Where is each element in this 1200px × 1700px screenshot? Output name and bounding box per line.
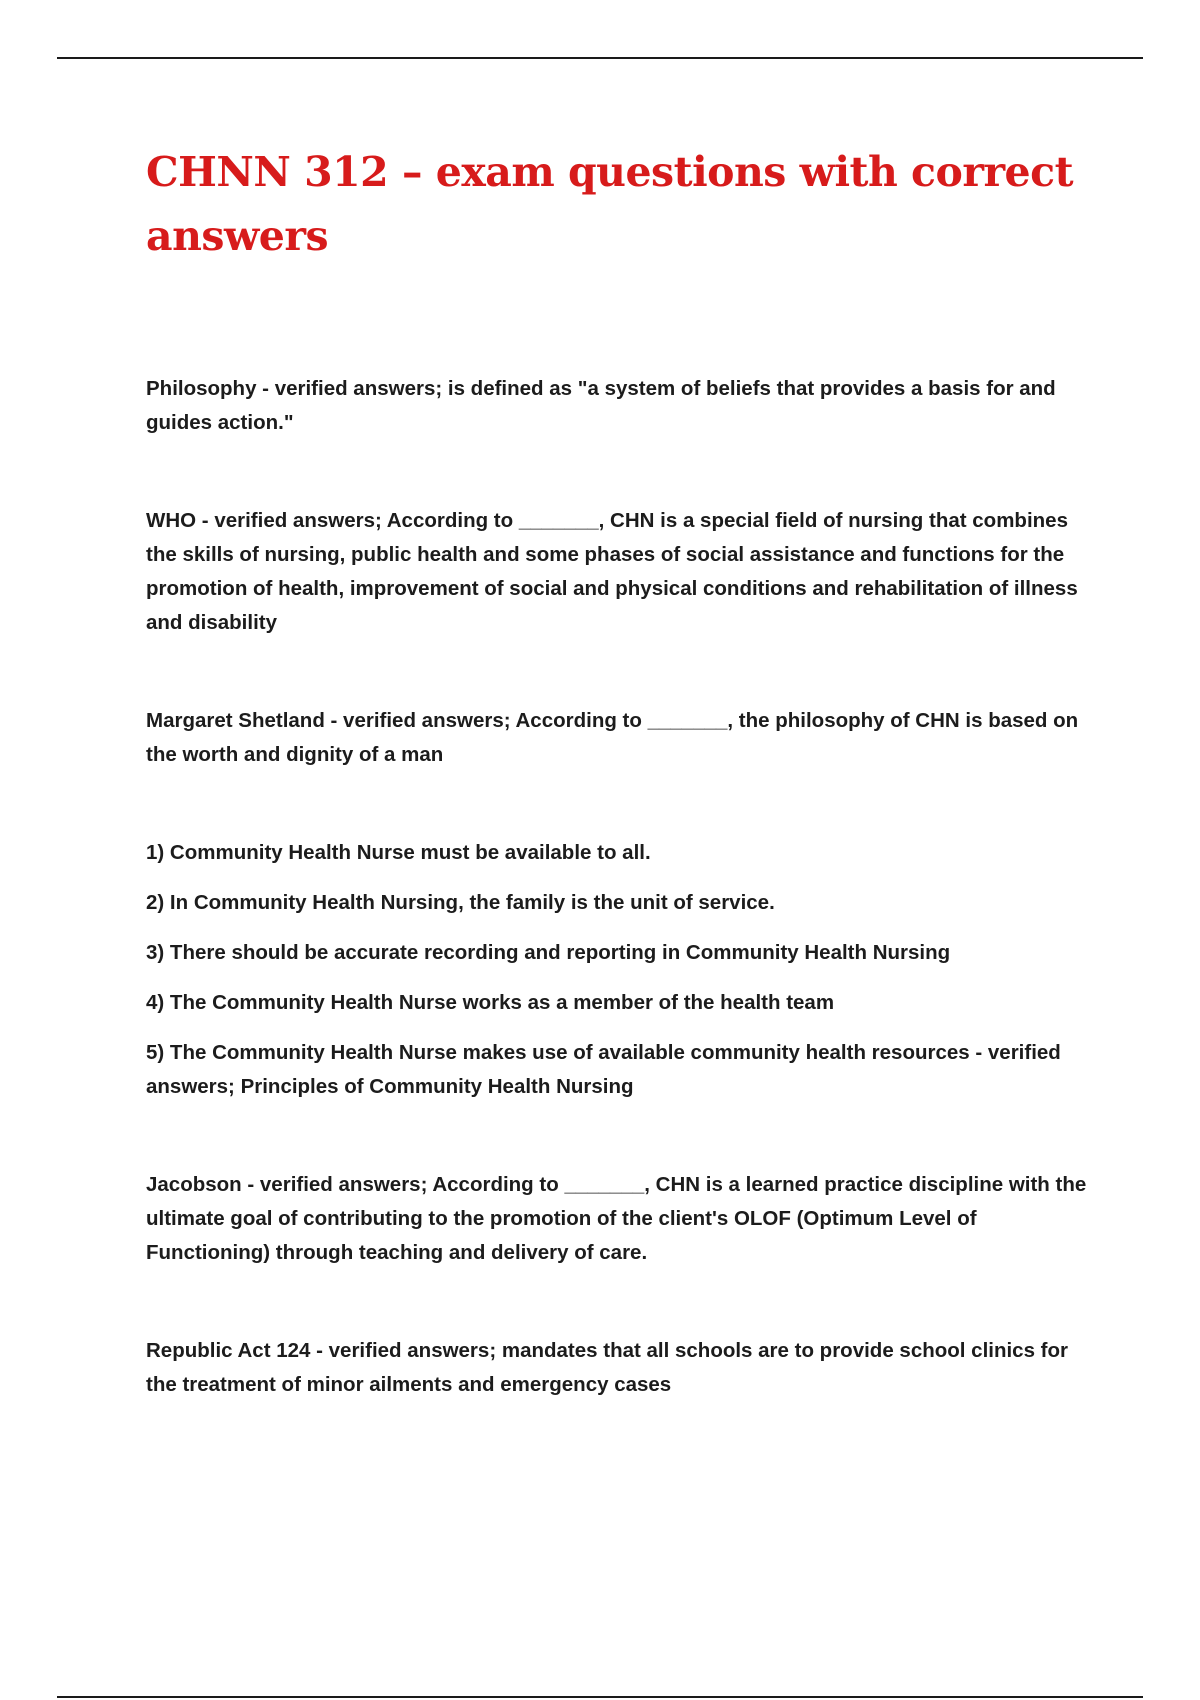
principles-list (146, 836, 1096, 1104)
principle-item: 1) Community Health Nurse must be available to all. (146, 841, 651, 864)
principle-item: 3) There should be accurate recording and reporting in Community Health Nursing (146, 941, 951, 964)
qa-entry-jacobson: Jacobson - verified answers; According to _______, CHN is a learned practice discipline with the ultimate goal of contributing to the promotion of the client's OLOF (Optimum Level of Functioning) through teaching and delivery of care. (146, 1173, 1087, 1264)
qa-list (146, 372, 1096, 1402)
qa-entry-republic-act-124: Republic Act 124 - verified answers; mandates that all schools are to provide school clinics for the treatment of minor ailments and emergency cases (146, 1339, 1069, 1396)
qa-entry-who: WHO - verified answers; According to _______, CHN is a special field of nursing that combines the skills of nursing, public health and some phases of social assistance and functions for the promotion of health, improvement of social and physical conditions and rehabilitation of illness and disability (146, 509, 1078, 634)
principle-item: 5) The Community Health Nurse makes use of available community health resources - verified answers; Principles of Community Health Nursing (146, 1041, 1061, 1098)
qa-entry-margaret-shetland: Margaret Shetland - verified answers; According to _______, the philosophy of CHN is based on the worth and dignity of a man (146, 709, 1079, 766)
qa-entry-philosophy: Philosophy - verified answers; is defined as "a system of beliefs that provides a basis for and guides action." (146, 377, 1056, 434)
document-content (146, 140, 1096, 1402)
bottom-divider (57, 1696, 1143, 1698)
principle-item: 4) The Community Health Nurse works as a member of the health team (146, 991, 835, 1014)
principle-item: 2) In Community Health Nursing, the family is the unit of service. (146, 891, 775, 914)
document-title: CHNN 312 – exam questions with correct answers (146, 148, 1074, 260)
top-divider (57, 57, 1143, 59)
